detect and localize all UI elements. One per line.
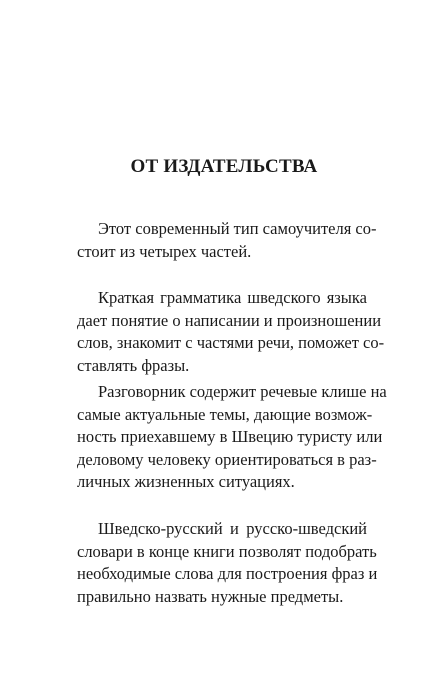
- paragraph-2: [77, 287, 385, 377]
- paragraph-line: Краткая грамматика шведского языка: [98, 288, 367, 307]
- paragraph-line: словари в конце книги позволят подобрать: [77, 541, 377, 561]
- paragraph-line: Разговорник содержит речевые клише на: [98, 382, 387, 401]
- page-heading: ОТ ИЗДАТЕЛЬСТВА: [130, 156, 318, 177]
- paragraph-line: Шведско-русский и русско-шведский: [98, 519, 367, 538]
- paragraph-line: слов, знакомит с частями речи, поможет со-: [77, 333, 385, 352]
- paragraph-line: правильно назвать нужные предметы.: [77, 586, 344, 606]
- paragraph-1: [77, 218, 377, 263]
- paragraph-line: необходимые слова для построения фраз и: [77, 564, 378, 583]
- paragraph-line: ность приехавшему в Швецию туристу или: [77, 427, 383, 446]
- paragraph-line: самые актуальные темы, дающие возмож-: [77, 404, 373, 424]
- paragraph-line: личных жизненных ситуациях.: [77, 472, 295, 491]
- paragraph-3: [77, 381, 387, 494]
- paragraph-line: ставлять фразы.: [77, 355, 190, 375]
- paragraph-4: [77, 518, 378, 608]
- paragraph-line: деловому человеку ориентироваться в раз-: [77, 449, 377, 469]
- paragraph-line: дает понятие о написании и произношении: [77, 310, 382, 330]
- paragraph-line: Этот современный тип самоучителя со-: [98, 219, 377, 238]
- paragraph-line: стоит из четырех частей.: [77, 241, 252, 261]
